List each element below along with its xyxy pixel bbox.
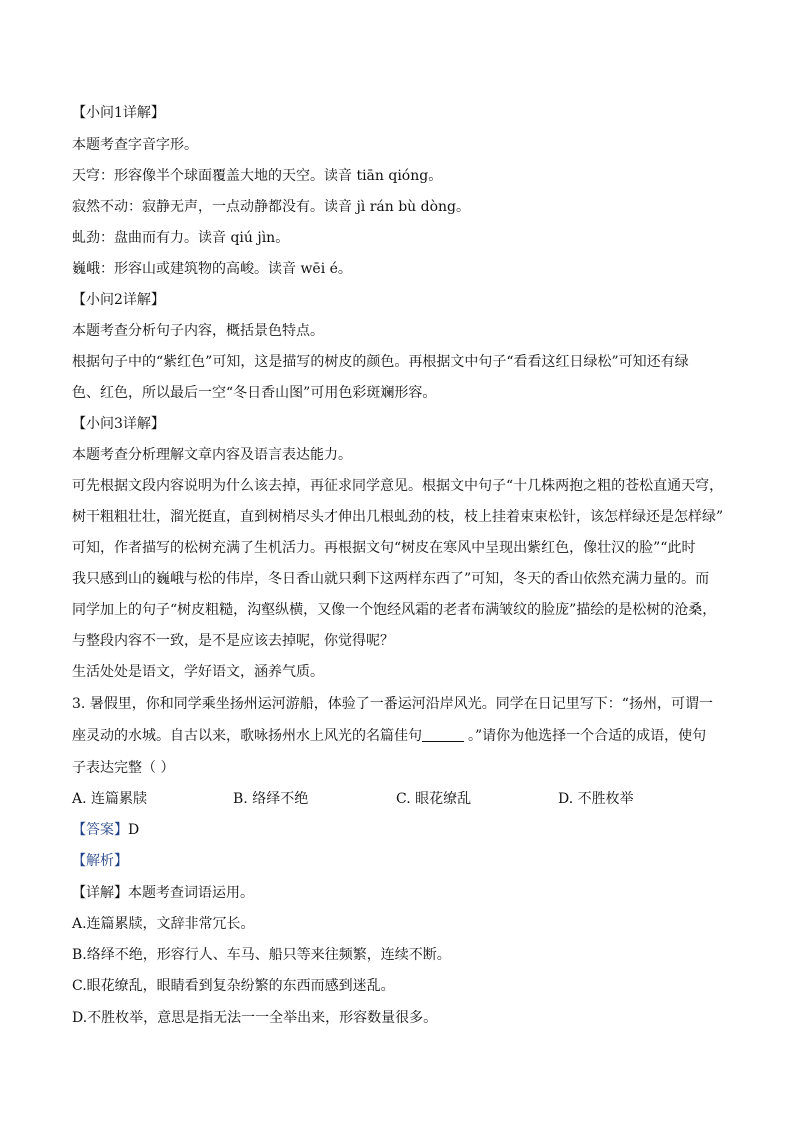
explanation-d: D.不胜枚举，意思是指无法一一全举出来，形容数量很多。 [72,1010,438,1026]
subquestion-2-text-line-2: 色、红色，所以最后一空“冬日香山图”可用色彩斑斓形容。 [72,385,437,401]
question-3-stem-line-1: 3. 暑假里，你和同学乘坐扬州运河游船，体验了一番运河沿岸风光。同学在日记里写下：“扬州，可谓一 [72,696,713,712]
explanation-a: A.连篇累牍，文辞非常冗长。 [72,916,255,932]
detail-line: 【详解】本题考查词语运用。 [72,885,254,901]
subquestion-2-text-line-1: 根据句子中的“紫红色”可知，这是描写的树皮的颜色。再根据文中句子“看看这红日绿松”可知还有绿 [72,354,689,370]
subquestion-3-text-line-3: 可知，作者描写的松树充满了生机活力。再根据文句“树皮在寒风中呈现出紫红色，像壮汉的脸”“此时 [72,540,696,556]
question-3-options [72,789,732,809]
option-c: C. 眼花缭乱 [396,791,472,807]
term-tianqiong: 天穹：形容像半个球面覆盖大地的天空。读音 tiān qióng。 [72,168,443,184]
subquestion-3-text-line-6: 与整段内容不一致，是不是应该去掉呢，你觉得呢？ [72,633,394,649]
subquestion-1-header: 【小问1详解】 [72,105,165,121]
fill-in-blank [422,727,464,742]
subquestion-2-header: 【小问2详解】 [72,292,165,308]
term-qiujin: 虬劲：盘曲而有力。读音 qiú jìn。 [72,230,290,246]
term-weie: 巍峨：形容山或建筑物的高峻。读音 wēi é。 [72,261,352,277]
answer-line [72,820,732,840]
subquestion-3-text-line-2: 树干粗粗壮壮，溜光挺直，直到树梢尽头才伸出几根虬劲的枝，枝上挂着束束松针，该怎样绿还是怎样绿” [72,509,724,525]
explanation-c: C.眼花缭乱，眼睛看到复杂纷繁的东西而感到迷乱。 [72,978,395,994]
option-d: D. 不胜枚举 [558,791,634,807]
answer-label: 【答案】 [72,822,128,838]
question-3-stem-part-a: 座灵动的水城。自古以来，歌咏扬州水上风光的名篇佳句 [72,728,422,744]
analysis-label-text: 【解析】 [72,853,128,869]
subquestion-1-intro: 本题考查字音字形。 [72,137,198,153]
option-b: B. 络绎不绝 [233,791,309,807]
answer-value: D [128,822,140,838]
subquestion-3-text-line-4: 我只感到山的巍峨与松的伟岸，冬日香山就只剩下这两样东西了”可知，冬天的香山依然充满力量的。而 [72,571,710,587]
term-jiranbudong: 寂然不动：寂静无声，一点动静都没有。读音 jì rán bù dòng。 [72,199,471,215]
subquestion-3-intro: 本题考查分析理解文章内容及语言表达能力。 [72,447,352,463]
analysis-label [72,851,732,871]
subquestion-2-intro: 本题考查分析句子内容，概括景色特点。 [72,323,324,339]
subquestion-3-header: 【小问3详解】 [72,416,165,432]
question-3-stem-line-2 [72,726,732,746]
option-a: A. 连篇累牍 [72,791,148,807]
question-3-stem-part-b: 。”请你为他选择一个合适的成语，使句 [468,728,707,744]
subquestion-3-text-line-5: 同学加上的句子“树皮粗糙，沟壑纵横，又像一个饱经风霜的老者布满皱纹的脸庞”描绘的是松树的沧桑， [72,602,717,618]
explanation-b: B.络绎不绝，形容行人、车马、船只等来往频繁，连续不断。 [72,947,451,963]
subquestion-3-text-line-1: 可先根据文段内容说明为什么该去掉，再征求同学意见。根据文中句子“十几株两抱之粗的苍松直通天穹， [72,478,724,494]
subquestion-3-text-line-7: 生活处处是语文，学好语文，涵养气质。 [72,664,324,680]
question-3-stem-line-3: 子表达完整（ ） [72,760,175,776]
